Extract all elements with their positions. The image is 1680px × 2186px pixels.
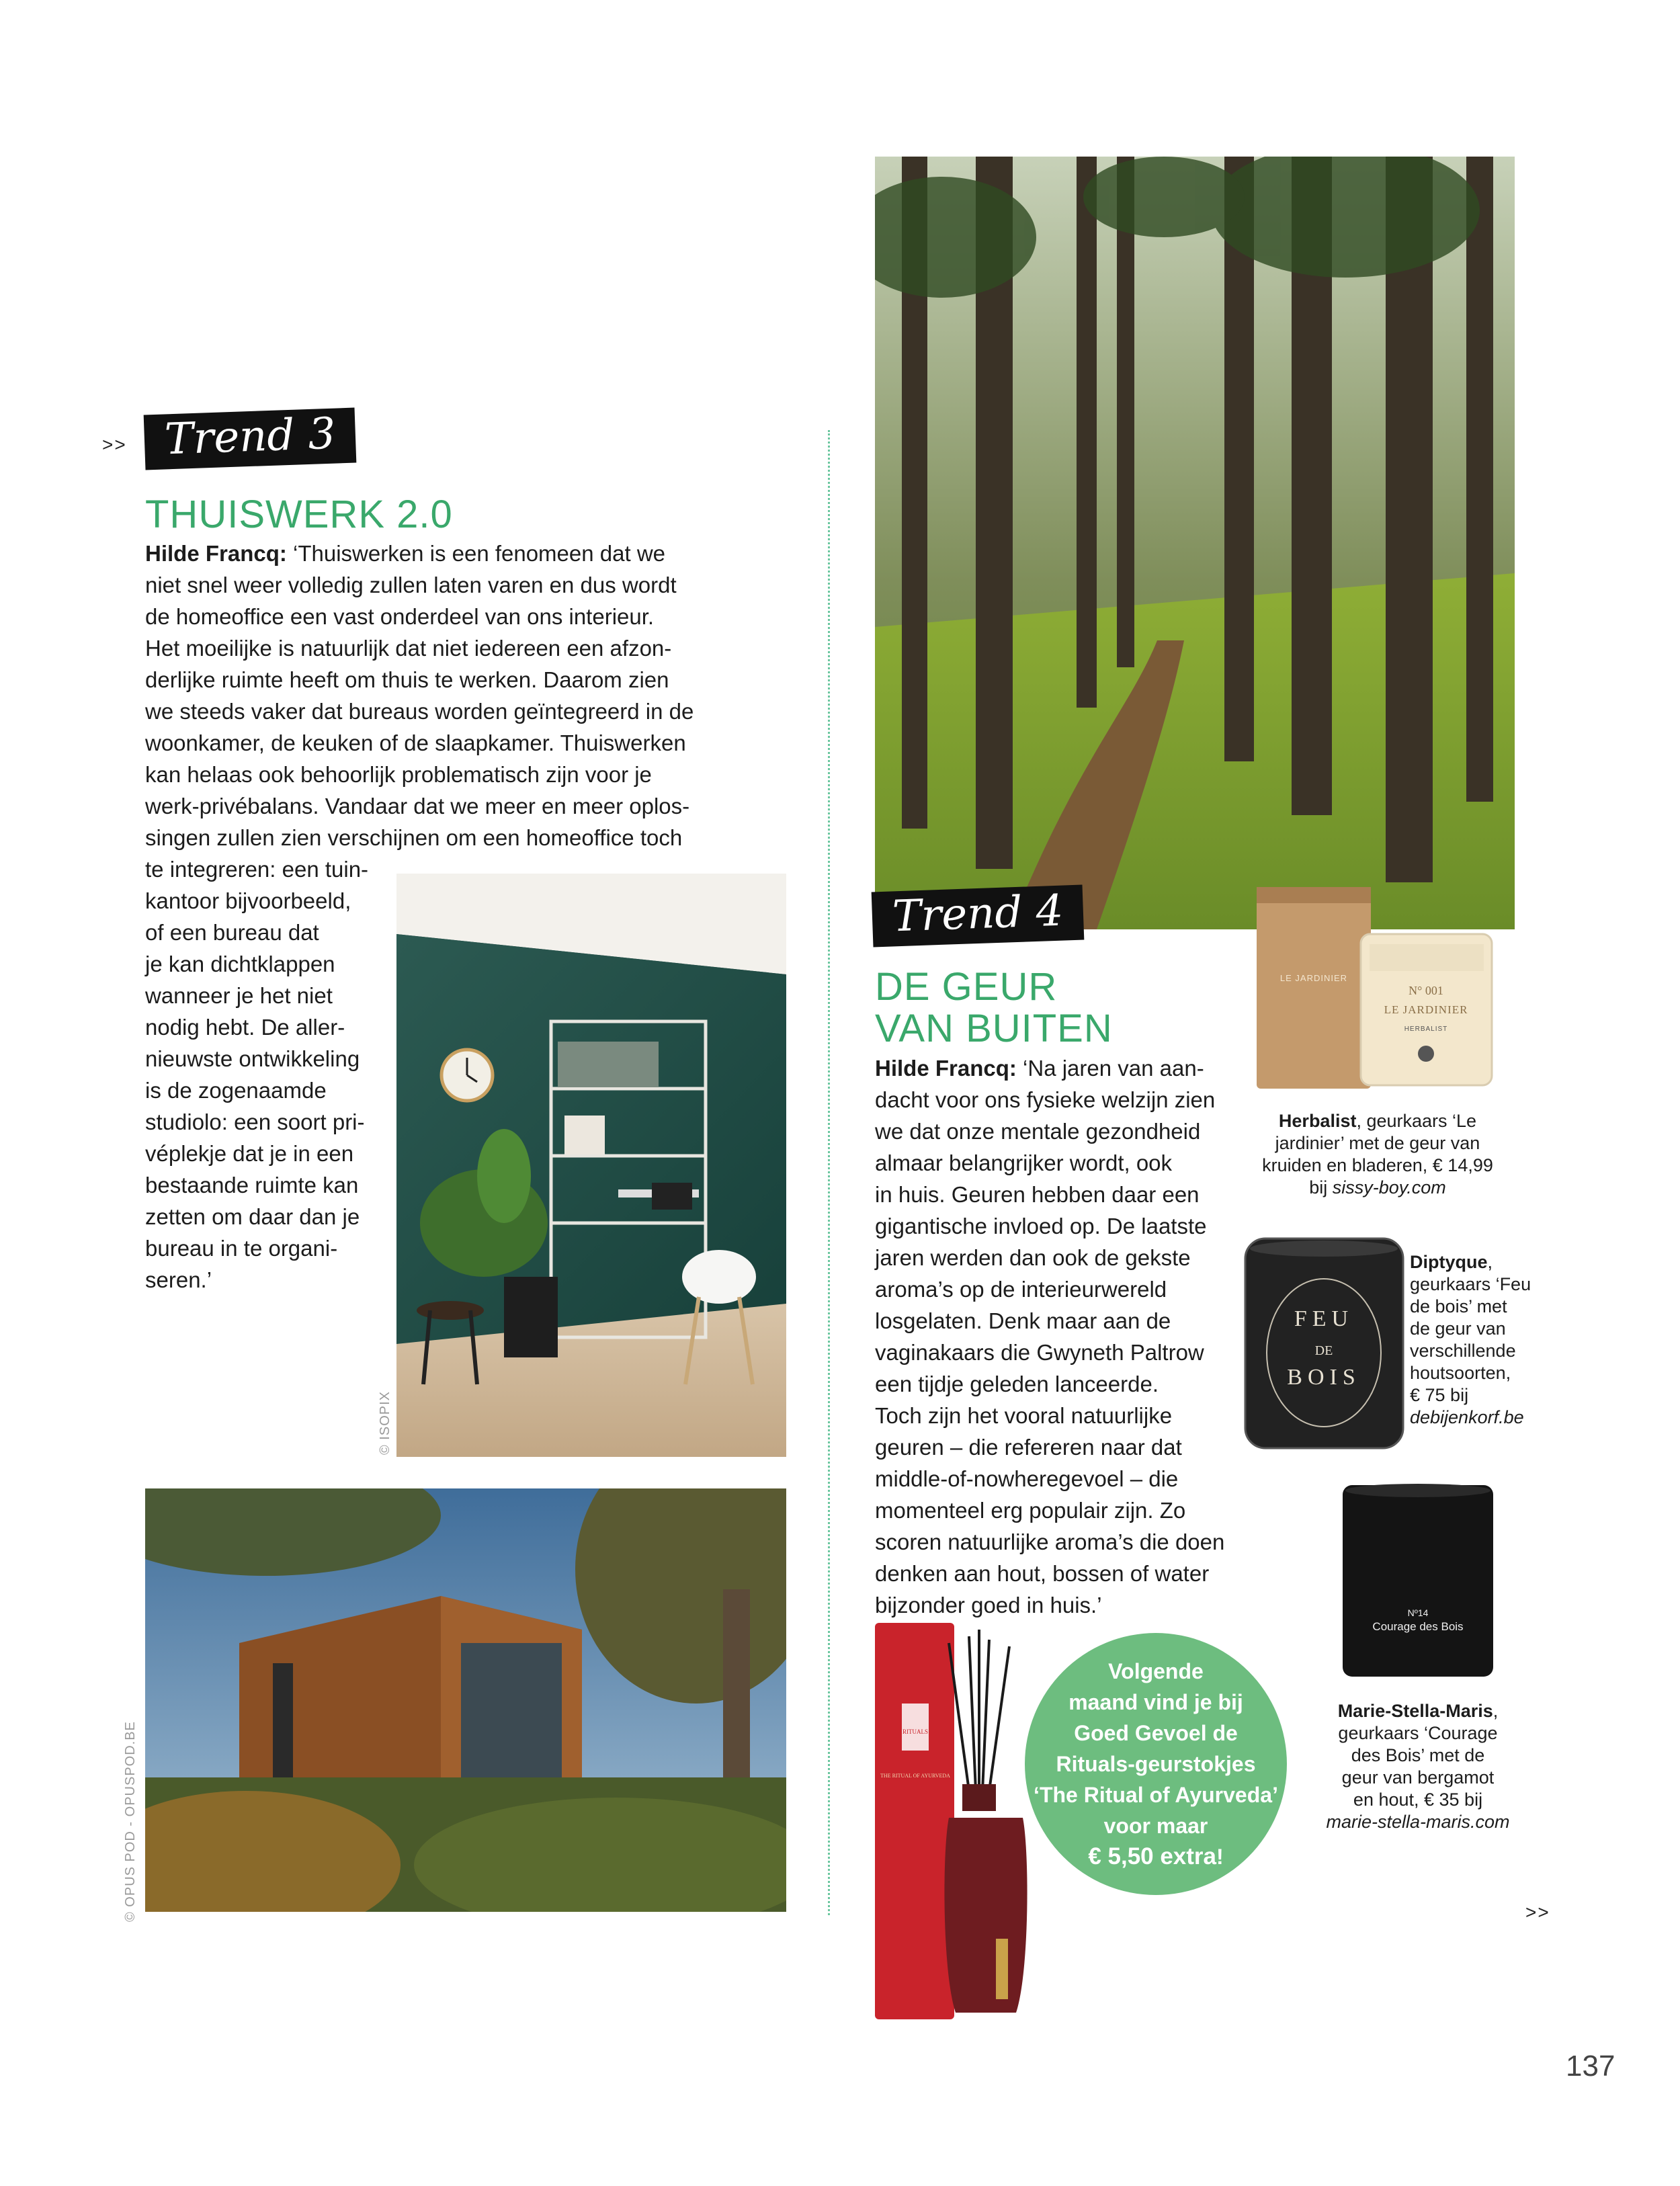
trend-4-title-line-1: DE GEUR xyxy=(875,965,1058,1009)
body-line: nodig hebt. De aller- xyxy=(145,1015,345,1040)
diptyque-label-mid: DE xyxy=(1314,1343,1333,1358)
herbalist-glass-number: N° 001 xyxy=(1409,984,1443,997)
diptyque-product-image xyxy=(1242,1235,1406,1452)
msm-label-name: Courage des Bois xyxy=(1372,1620,1464,1633)
caption-line: houtsoorten, xyxy=(1410,1363,1511,1383)
body-line: momenteel erg populair zijn. Zo xyxy=(875,1498,1186,1523)
promo-line: ‘The Ritual of Ayurveda’ xyxy=(1034,1783,1278,1807)
promo-end: ! xyxy=(1216,1845,1224,1869)
caption-line: verschillende xyxy=(1410,1341,1516,1361)
msm-product-image xyxy=(1337,1478,1499,1680)
herbalist-tube-label: LE JARDINIER xyxy=(1279,973,1348,983)
body-line: werk-privébalans. Vandaar dat we meer en meer oplos- xyxy=(145,794,690,818)
caption-line xyxy=(1294,1811,1542,1833)
office-photo-credit: © ISOPIX xyxy=(378,1391,392,1455)
caption-line: de bois’ met xyxy=(1410,1296,1507,1316)
rituals-product-image xyxy=(875,1623,1036,2019)
column-divider xyxy=(828,430,830,1915)
rituals-diffuser-illustration xyxy=(875,1623,1036,2019)
caption-line: en hout, € 35 bij xyxy=(1353,1790,1483,1810)
body-line: almaar belangrijker wordt, ook xyxy=(875,1150,1173,1175)
caption-line: jardinier’ met de geur van xyxy=(1275,1133,1480,1153)
caption-line: € 75 bij xyxy=(1410,1385,1469,1405)
body-line: we dat onze mentale gezondheid xyxy=(875,1119,1201,1144)
trend-3-tag: Trend 3 xyxy=(144,408,357,470)
body-line: bureau in te organi- xyxy=(145,1236,338,1261)
body-line: een tijdje geleden lanceerde. xyxy=(875,1372,1159,1396)
herbalist-candle-illustration xyxy=(1257,880,1499,1089)
herbalist-glass-name: LE JARDINIER xyxy=(1384,1003,1468,1016)
trend-4-first-line xyxy=(875,1052,1251,1084)
forest-illustration xyxy=(875,157,1515,929)
trend-3-body-wide xyxy=(145,538,737,853)
trend-3-speaker: Hilde Francq: xyxy=(145,541,287,566)
diptyque-candle-illustration xyxy=(1242,1235,1406,1452)
body-line: studiolo: een soort pri- xyxy=(145,1109,365,1134)
promo-line: maand vind je bij xyxy=(1068,1690,1243,1714)
body-line: ‘Thuiswerken is een fenomeen dat we xyxy=(293,541,666,566)
body-line: te integreren: een tuin- xyxy=(145,857,369,882)
body-line: aroma’s op de interieurwereld xyxy=(875,1277,1167,1302)
caption-text: , xyxy=(1493,1701,1499,1721)
caption-line: geurkaars ‘Feu xyxy=(1410,1274,1531,1294)
body-line: zetten om daar dan je xyxy=(145,1204,360,1229)
promo-line: Rituals-geurstokjes xyxy=(1056,1752,1256,1776)
caption-line xyxy=(1410,1406,1544,1429)
trend-3-body-narrow xyxy=(145,853,387,1296)
diptyque-shop: debijenkorf.be xyxy=(1410,1407,1524,1427)
promo-line: voor maar xyxy=(1103,1814,1208,1838)
body-line: in huis. Geuren hebben daar een xyxy=(875,1182,1200,1207)
promo-line: Goed Gevoel de xyxy=(1074,1721,1238,1745)
diptyque-caption xyxy=(1410,1251,1544,1429)
body-line: niet snel weer volledig zullen laten varen en dus wordt xyxy=(145,573,677,597)
body-line: of een bureau dat xyxy=(145,920,319,945)
body-line: wanneer je het niet xyxy=(145,983,333,1008)
body-line: middle-of-nowheregevoel – die xyxy=(875,1466,1179,1491)
trend-4-title-line-2: VAN BUITEN xyxy=(875,1007,1113,1050)
body-line: losgelaten. Denk maar aan de xyxy=(875,1308,1171,1333)
body-line: nieuwste ontwikkeling xyxy=(145,1046,360,1071)
caption-line: geur van bergamot xyxy=(1341,1767,1495,1788)
rituals-brand-label: RITUALS xyxy=(902,1728,928,1735)
home-office-illustration xyxy=(396,874,786,1457)
herbalist-brand: Herbalist xyxy=(1278,1111,1357,1131)
body-line: Toch zijn het vooral natuurlijke xyxy=(875,1403,1173,1428)
body-line: we steeds vaker dat bureaus worden geïntegreerd in de xyxy=(145,699,694,724)
trend-4-speaker: Hilde Francq: xyxy=(875,1056,1017,1081)
herbalist-glass-sub: HERBALIST xyxy=(1404,1025,1448,1033)
garden-office-illustration xyxy=(145,1488,786,1912)
caption-text: bij xyxy=(1309,1177,1333,1197)
body-line: vaginakaars die Gwyneth Paltrow xyxy=(875,1340,1204,1365)
caption-line xyxy=(1294,1700,1542,1722)
body-line: de homeoffice een vast onderdeel van ons interieur. xyxy=(145,604,655,629)
rituals-product-label: THE RITUAL OF AYURVEDA xyxy=(880,1773,950,1779)
promo-text xyxy=(1034,1656,1278,1872)
caption-line: des Bois’ met de xyxy=(1351,1745,1485,1765)
trend-4-title xyxy=(875,966,1113,1050)
trend-4-body xyxy=(875,1052,1251,1621)
msm-candle-illustration xyxy=(1337,1478,1499,1680)
msm-caption xyxy=(1294,1700,1542,1833)
body-line: seren.’ xyxy=(145,1267,212,1292)
body-line: gigantische invloed op. De laatste xyxy=(875,1214,1207,1238)
forest-photo xyxy=(875,157,1515,929)
garden-office-photo xyxy=(145,1488,786,1912)
continue-arrows-bottom: >> xyxy=(1525,1902,1550,1923)
body-line: bestaande ruimte kan xyxy=(145,1173,359,1197)
body-line: je kan dichtklappen xyxy=(145,952,335,976)
caption-line xyxy=(1247,1177,1509,1199)
diptyque-label-bot: BOIS xyxy=(1287,1365,1361,1390)
diptyque-label-top: FEU xyxy=(1294,1306,1354,1331)
trend-4-tag: Trend 4 xyxy=(872,885,1085,948)
herbalist-product-image xyxy=(1257,880,1499,1089)
caption-line: geurkaars ‘Courage xyxy=(1338,1723,1498,1743)
pod-photo-credit: © OPUS POD - OPUSPOD.BE xyxy=(123,1721,138,1922)
caption-text: , geurkaars ‘Le xyxy=(1356,1111,1477,1131)
promo-bubble xyxy=(1025,1633,1287,1895)
body-line: bijzonder goed in huis.’ xyxy=(875,1593,1102,1617)
body-line: jaren werden dan ook de gekste xyxy=(875,1245,1191,1270)
body-line: scoren natuurlijke aroma’s die doen xyxy=(875,1529,1225,1554)
body-line: ‘Na jaren van aan- xyxy=(1023,1056,1204,1081)
caption-text: , xyxy=(1487,1252,1493,1272)
promo-price: € 5,50 extra xyxy=(1088,1843,1217,1869)
body-line: kantoor bijvoorbeeld, xyxy=(145,888,351,913)
page-number: 137 xyxy=(1566,2050,1615,2083)
body-line: woonkamer, de keuken of de slaapkamer. Thuiswerken xyxy=(145,730,686,755)
diptyque-brand: Diptyque xyxy=(1410,1252,1488,1272)
body-line: kan helaas ook behoorlijk problematisch zijn voor je xyxy=(145,762,652,787)
continue-arrows-top: >> xyxy=(102,434,127,455)
body-line: is de zogenaamde xyxy=(145,1078,327,1103)
caption-line xyxy=(1247,1110,1509,1132)
home-office-photo xyxy=(396,874,786,1457)
body-line: geuren – die refereren naar dat xyxy=(875,1435,1182,1460)
herbalist-shop: sissy-boy.com xyxy=(1332,1177,1446,1197)
body-line: véplekje dat je in een xyxy=(145,1141,354,1166)
trend-3-first-line xyxy=(145,538,737,569)
body-line: singen zullen zien verschijnen om een homeoffice toch xyxy=(145,825,683,850)
caption-line: kruiden en bladeren, € 14,99 xyxy=(1262,1155,1493,1175)
msm-shop: marie-stella-maris.com xyxy=(1326,1812,1510,1832)
promo-line: Volgende xyxy=(1108,1659,1204,1683)
body-line: denken aan hout, bossen of water xyxy=(875,1561,1210,1586)
herbalist-caption xyxy=(1247,1110,1509,1199)
body-line: Het moeilijke is natuurlijk dat niet iedereen een afzon- xyxy=(145,636,672,661)
promo-price-line xyxy=(1034,1841,1278,1872)
caption-line xyxy=(1410,1251,1544,1273)
body-line: derlijke ruimte heeft om thuis te werken. Daarom zien xyxy=(145,667,669,692)
body-line: dacht voor ons fysieke welzijn zien xyxy=(875,1087,1216,1112)
msm-brand: Marie-Stella-Maris xyxy=(1337,1701,1493,1721)
trend-3-title: THUISWERK 2.0 xyxy=(145,493,453,536)
bee-icon xyxy=(1418,1046,1434,1062)
caption-line: de geur van xyxy=(1410,1318,1506,1339)
msm-label-number: Nº14 xyxy=(1407,1607,1429,1618)
